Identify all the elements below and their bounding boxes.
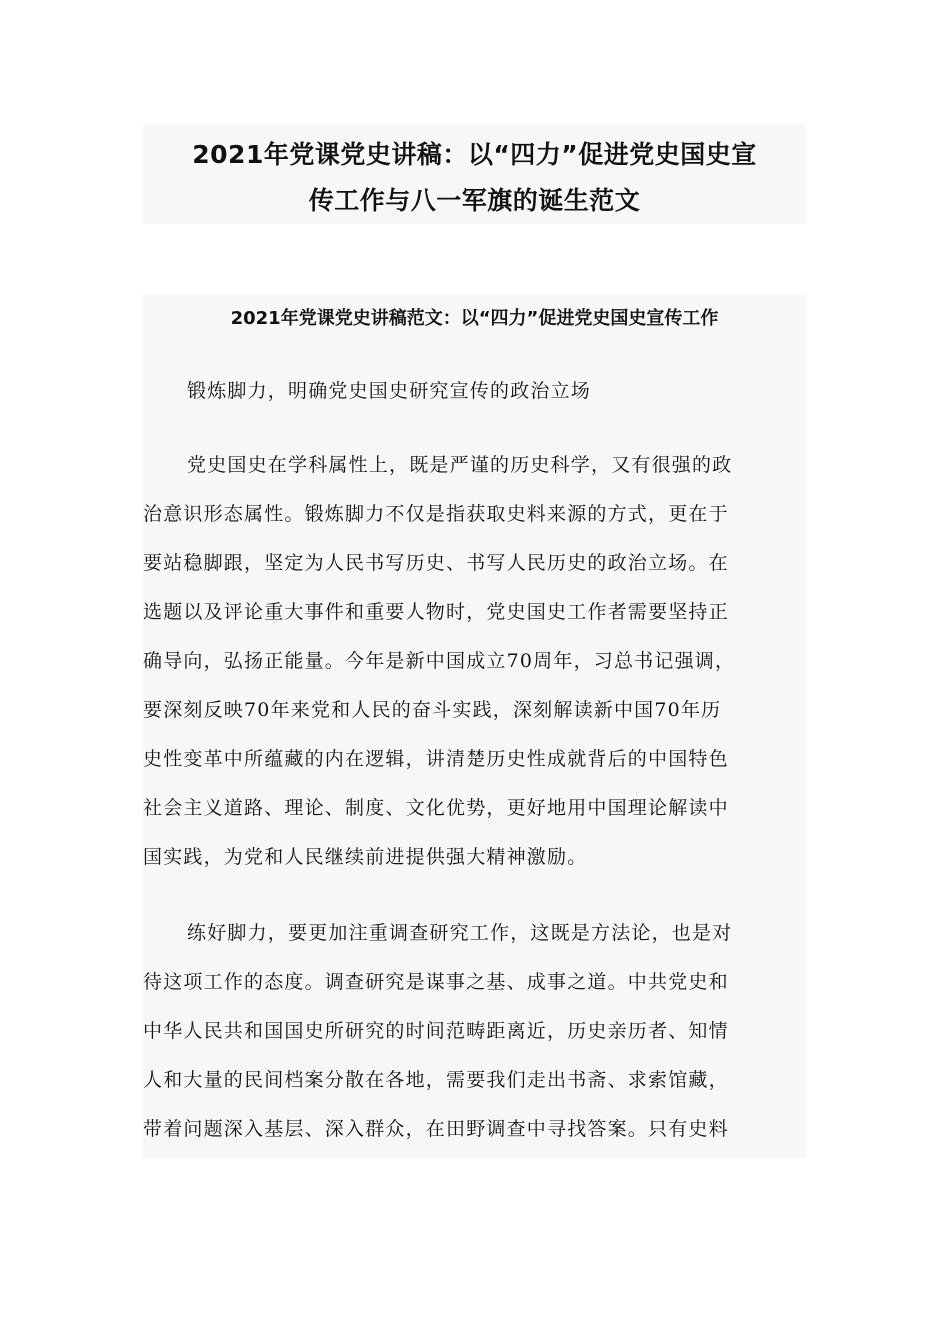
paragraph-1-line: 要站稳脚跟，坚定为人民书写历史、书写人民历史的政治立场。在 [143, 552, 729, 574]
paragraph-1-line: 要深刻反映70年来党和人民的奋斗实践，深刻解读新中国70年历 [143, 699, 722, 721]
document-title-block [143, 124, 806, 224]
paragraph-2-line: 中华人民共和国国史所研究的时间范畴距离近，历史亲历者、知情 [143, 1020, 729, 1042]
subheading: 锻炼脚力，明确党史国史研究宣传的政治立场 [187, 380, 592, 402]
paragraph-2-line: 练好脚力，要更加注重调查研究工作，这既是方法论，也是对 [187, 922, 733, 944]
paragraph-1-line: 社会主义道路、理论、制度、文化优势，更好地用中国理论解读中 [143, 797, 729, 819]
paragraph-1-line: 史性变革中所蕴藏的内在逻辑，讲清楚历史性成就背后的中国特色 [143, 748, 729, 770]
document-title-line-1: 2021年党课党史讲稿：以“四力”促进党史国史宣 [192, 140, 757, 169]
document-title-line-2: 传工作与八一军旗的诞生范文 [308, 186, 641, 215]
section-title: 2021年党课党史讲稿范文：以“四力”促进党史国史宣传工作 [230, 308, 719, 329]
paragraph-1-line: 确导向，弘扬正能量。今年是新中国成立70周年，习总书记强调， [143, 650, 736, 672]
paragraph-2-line: 待这项工作的态度。调查研究是谋事之基、成事之道。中共党史和 [143, 971, 729, 993]
paragraph-1-line: 治意识形态属性。锻炼脚力不仅是指获取史料来源的方式，更在于 [143, 503, 729, 525]
paragraph-1-line: 国实践，为党和人民继续前进提供强大精神激励。 [143, 846, 588, 868]
paragraph-1-line: 选题以及评论重大事件和重要人物时，党史国史工作者需要坚持正 [143, 601, 729, 623]
paragraph-2-line: 带着问题深入基层、深入群众，在田野调查中寻找答案。只有史料 [143, 1118, 729, 1140]
paragraph-2-line: 人和大量的民间档案分散在各地，需要我们走出书斋、求索馆藏， [143, 1069, 729, 1091]
document-body [143, 295, 806, 1158]
paragraph-1-line: 党史国史在学科属性上，既是严谨的历史科学，又有很强的政 [187, 454, 733, 476]
